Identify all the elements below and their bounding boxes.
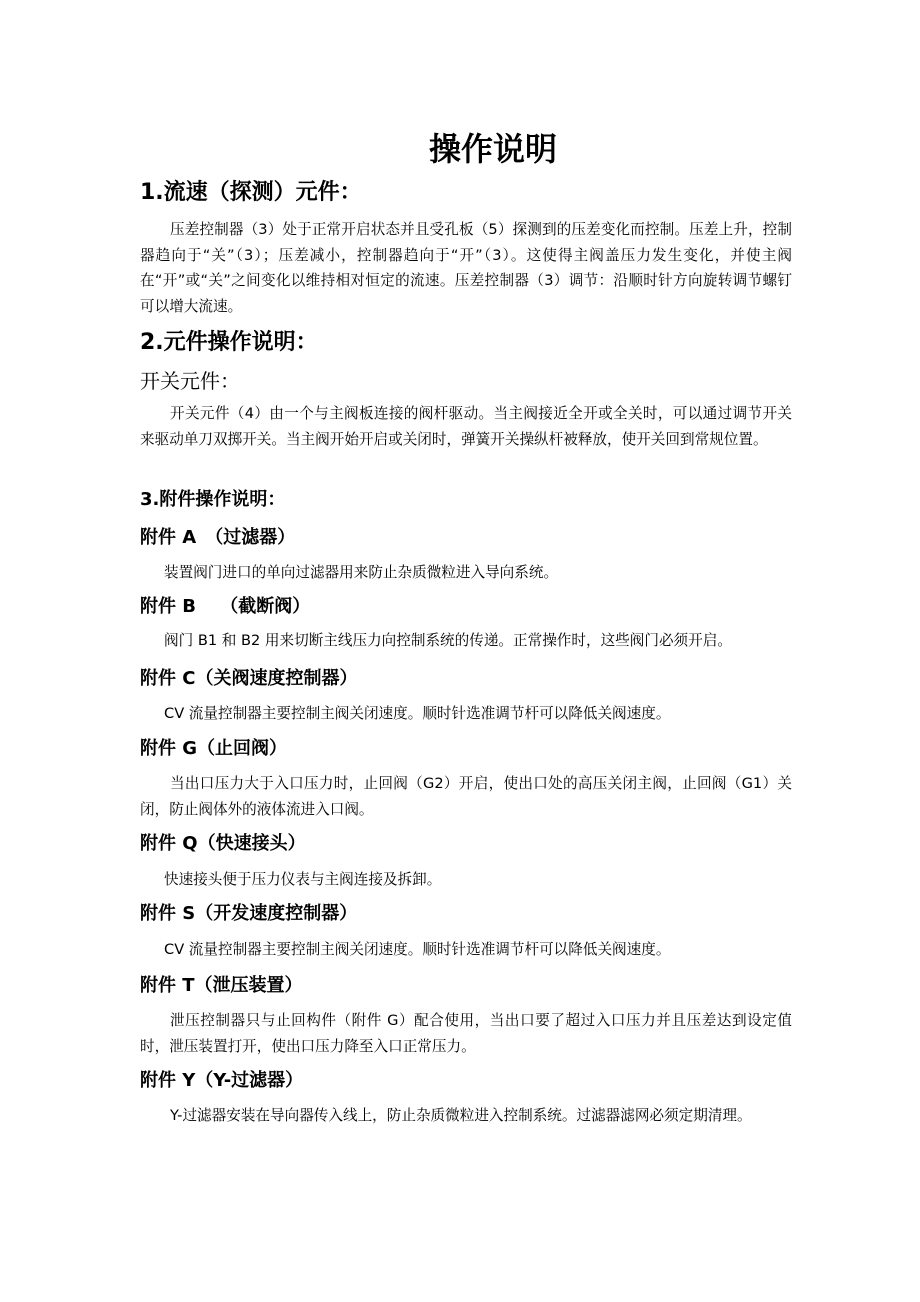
accessory-q-text: 快速接头便于压力仪表与主阀连接及拆卸。	[164, 871, 442, 888]
section2-text: 开关元件（4）由一个与主阀板连接的阀杆驱动。当主阀接近全开或全关时，可以通过调节开关来驱动单刀双掷开关。当主阀开始开启或关闭时，弹簧开关操纵杆被释放，使开关回到常规位置。	[140, 405, 792, 448]
accessory-b-heading: 附件 B （截断阀）	[140, 596, 311, 617]
accessory-y-heading: 附件 Y（Y-过滤器）	[140, 1070, 304, 1091]
accessory-a-text: 装置阀门进口的单向过滤器用来防止杂质微粒进入导向系统。	[164, 564, 559, 581]
accessory-a-heading: 附件 A （过滤器）	[140, 527, 296, 548]
accessory-y-text: Y-过滤器安装在导向器传入线上，防止杂质微粒进入控制系统。过滤器滤网必须定期清理。	[170, 1107, 752, 1124]
page-title: 操作说明	[428, 130, 557, 168]
section1-heading: 1.流速（探测）元件：	[140, 180, 362, 205]
section1-text: 压差控制器（3）处于正常开启状态并且受孔板（5）探测到的压差变化而控制。压差上升，控制器趋向于“关”（3）；压差减小，控制器趋向于“开”（3）。这使得主阀盖压力发生变化，并使主阀在“开”或“关”之间变化以维持相对恒定的流速。压差控制器（3）调节：沿顺时针方向旋转调节螺钉可以增大流速。	[140, 221, 792, 315]
section2-subheading: 开关元件：	[140, 369, 240, 393]
accessory-q-heading: 附件 Q（快速接头）	[140, 833, 306, 854]
accessory-b-text: 阀门 B1 和 B2 用来切断主线压力向控制系统的传递。正常操作时，这些阀门必须开启。	[164, 632, 732, 649]
section2-heading: 2.元件操作说明：	[140, 330, 318, 355]
accessory-g-text: 当出口压力大于入口压力时，止回阀（G2）开启，使出口处的高压关闭主阀，止回阀（G1）关闭，防止阀体外的液体流进入口阀。	[140, 775, 792, 818]
accessory-c-text: CV 流量控制器主要控制主阀关闭速度。顺时针选准调节杆可以降低关阀速度。	[164, 705, 671, 722]
accessory-s-text: CV 流量控制器主要控制主阀关闭速度。顺时针选准调节杆可以降低关阀速度。	[164, 941, 671, 958]
accessory-s-heading: 附件 S（开发速度控制器）	[140, 903, 358, 924]
section3-heading: 3.附件操作说明：	[140, 489, 286, 510]
accessory-g-heading: 附件 G（止回阀）	[140, 738, 288, 759]
accessory-c-heading: 附件 C（关阀速度控制器）	[140, 668, 358, 689]
accessory-t-text: 泄压控制器只与止回构件（附件 G）配合使用，当出口要了超过入口压力并且压差达到设定值时，泄压装置打开，使出口压力降至入口正常压力。	[140, 1012, 792, 1055]
accessory-t-heading: 附件 T（泄压装置）	[140, 975, 303, 996]
